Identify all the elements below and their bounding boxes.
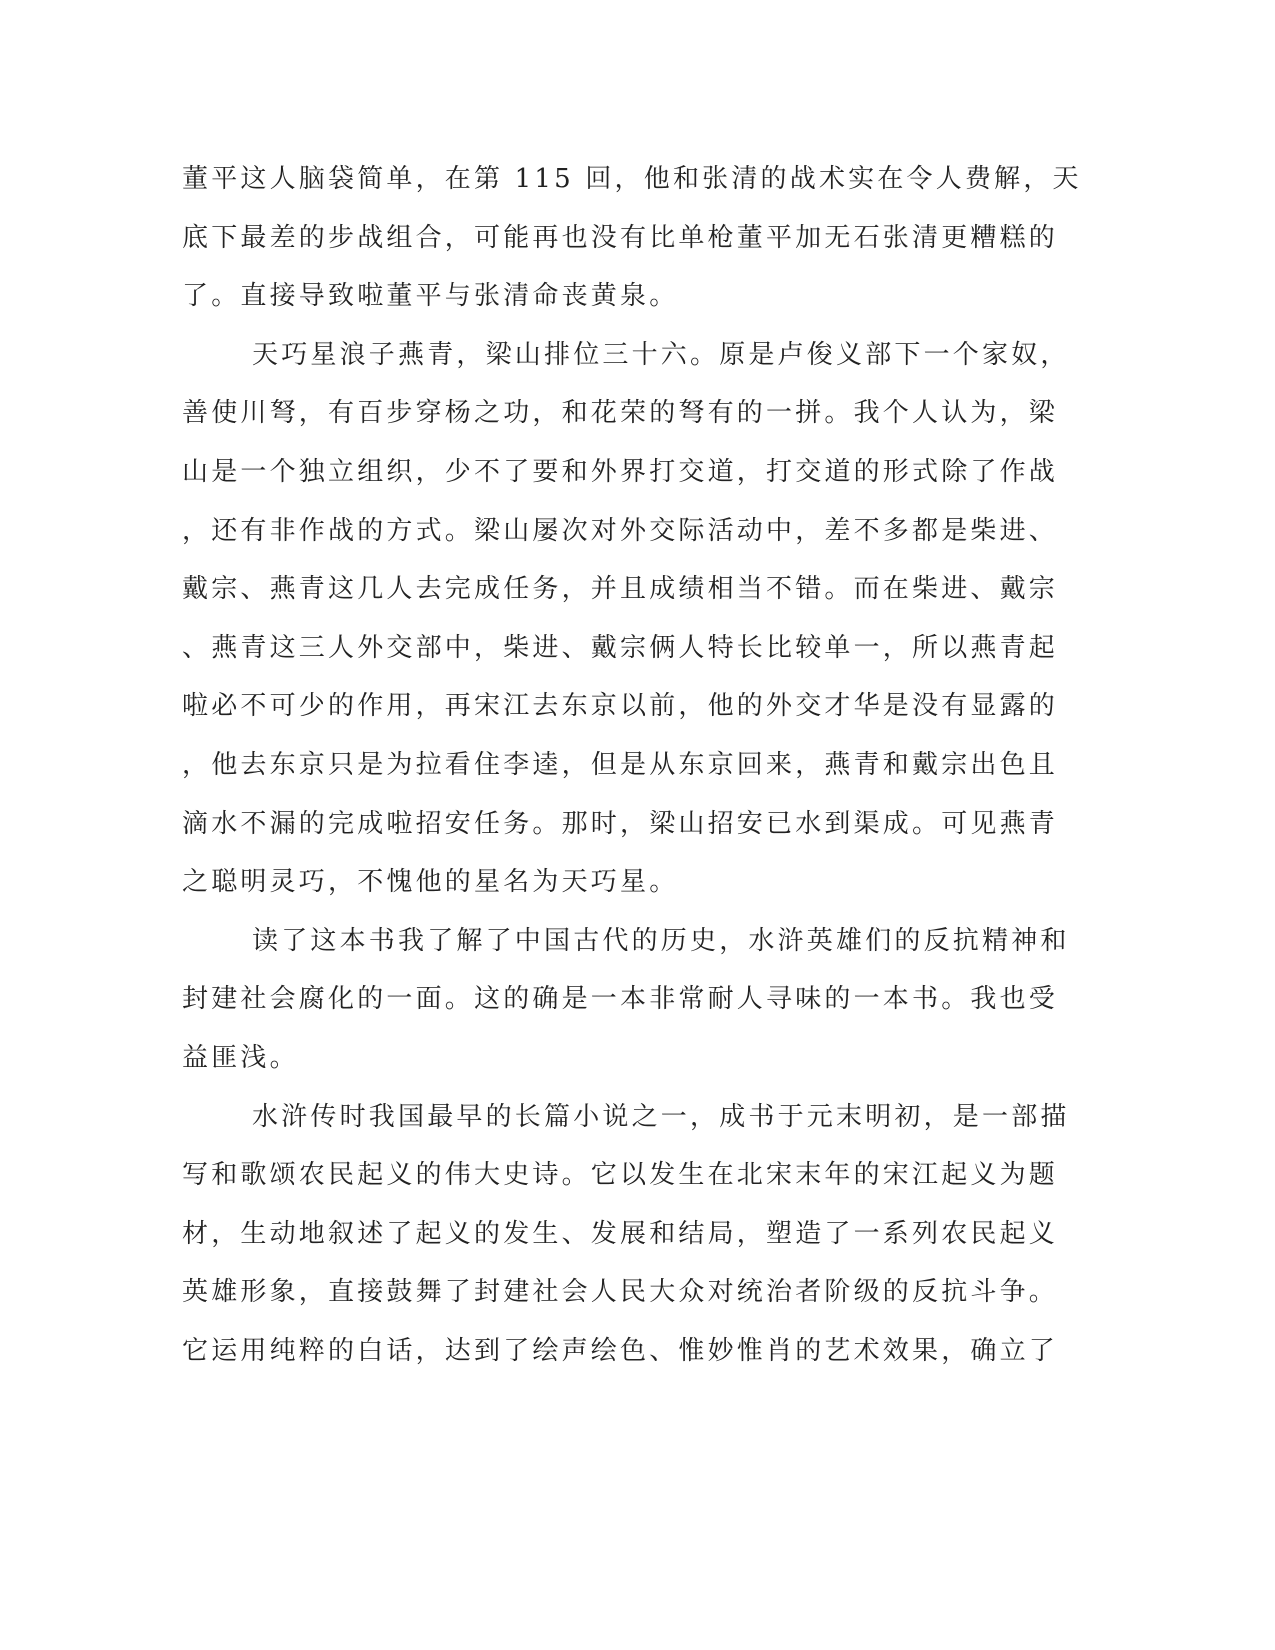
text-line: 它运用纯粹的白话，达到了绘声绘色、惟妙惟肖的艺术效果，确立了: [182, 1335, 1059, 1366]
text-line: 之聪明灵巧，不愧他的星名为天巧星。: [182, 867, 679, 898]
text-line: 天巧星浪子燕青，梁山排位三十六。原是卢俊义部下一个家奴，: [252, 339, 1070, 370]
text-line: 了。直接导致啦董平与张清命丧黄泉。: [182, 281, 679, 312]
text-line: 滴水不漏的完成啦招安任务。那时，梁山招安已水到渠成。可见燕青: [182, 808, 1059, 839]
paragraph-3: [182, 912, 1070, 1088]
text-line: 啦必不可少的作用，再宋江去东京以前，他的外交才华是没有显露的: [182, 691, 1059, 722]
paragraph-2: [182, 326, 1070, 912]
text-line: 写和歌颂农民起义的伟大史诗。它以发生在北宋末年的宋江起义为题: [182, 1160, 1059, 1191]
text-line: 山是一个独立组织，少不了要和外界打交道，打交道的形式除了作战: [182, 456, 1059, 487]
text-line: 读了这本书我了解了中国古代的历史，水浒英雄们的反抗精神和: [252, 925, 1070, 956]
text-line: 戴宗、燕青这几人去完成任务，并且成绩相当不错。而在柴进、戴宗: [182, 574, 1059, 605]
text-line: ，他去东京只是为拉看住李逵，但是从东京回来，燕青和戴宗出色且: [182, 749, 1059, 780]
text-line: ，还有非作战的方式。梁山屡次对外交际活动中，差不多都是柴进、: [182, 515, 1059, 546]
text-line: 底下最差的步战组合，可能再也没有比单枪董平加无石张清更糟糕的: [182, 222, 1059, 253]
text-line: 封建社会腐化的一面。这的确是一本非常耐人寻味的一本书。我也受: [182, 984, 1059, 1015]
text-line: 材，生动地叙述了起义的发生、发展和结局，塑造了一系列农民起义: [182, 1218, 1059, 1249]
text-line: 水浒传时我国最早的长篇小说之一，成书于元末明初，是一部描: [252, 1101, 1070, 1132]
paragraph-1: [182, 150, 1082, 326]
text-line: 益匪浅。: [182, 1042, 299, 1073]
text-line: 英雄形象，直接鼓舞了封建社会人民大众对统治者阶级的反抗斗争。: [182, 1277, 1059, 1308]
paragraph-4: [182, 1088, 1070, 1381]
text-line: 善使川弩，有百步穿杨之功，和花荣的弩有的一拼。我个人认为，梁: [182, 398, 1059, 429]
text-line: 董平这人脑袋简单，在第 115 回，他和张清的战术实在令人费解，天: [182, 164, 1082, 194]
text-line: 、燕青这三人外交部中，柴进、戴宗俩人特长比较单一，所以燕青起: [182, 632, 1059, 663]
document-body: [182, 150, 1082, 1380]
